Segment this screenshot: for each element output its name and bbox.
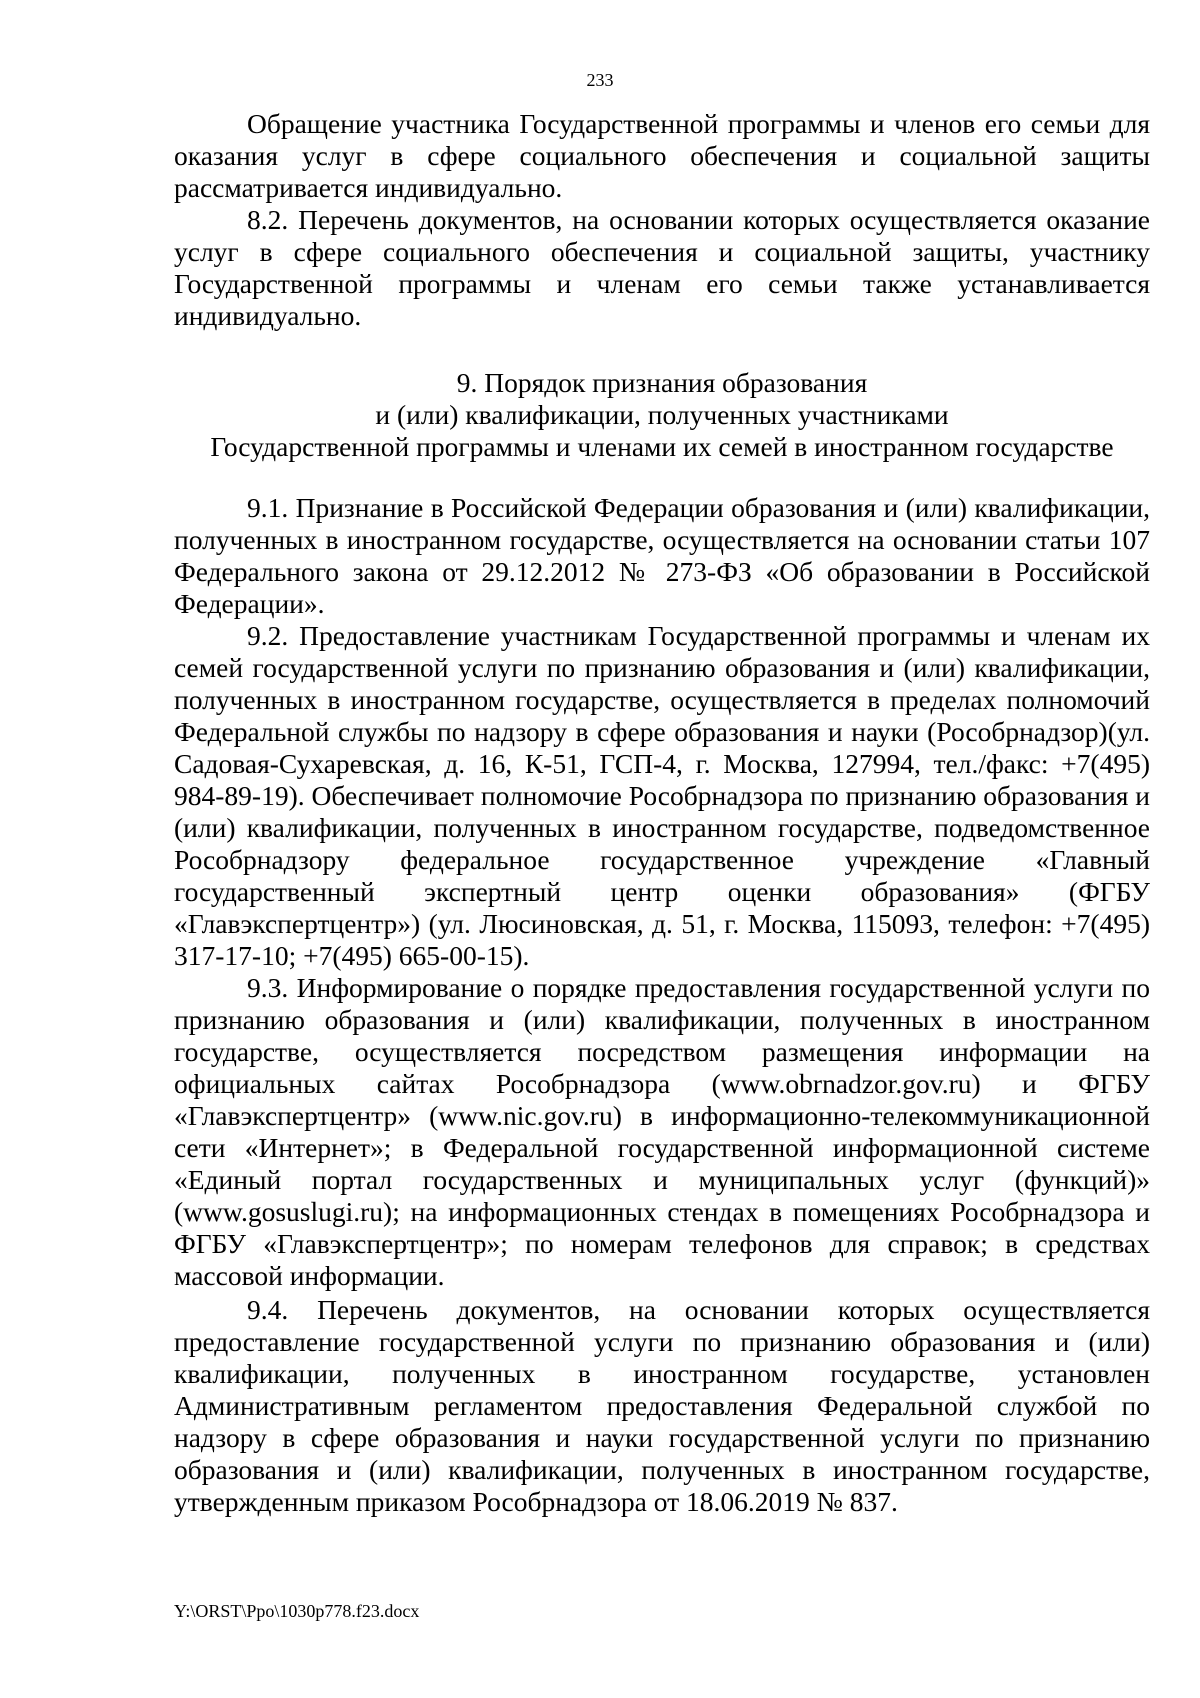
- file-path-footer: Y:\ORST\Ppo\1030p778.f23.docx: [174, 1601, 420, 1621]
- paragraph-9-3: 9.3. Информирование о порядке предоставления государственной услуги по признанию образования и (или) квалификации, полученных в иностранном государстве, осуществляется посредством размещения информации на официальных сайтах Рособрнадзора (www.obrnadzor.gov.ru) и ФГБУ «Главэкспертцентр» (www.nic.gov.ru) в информационно-телекоммуникационной сети «Интернет»; в Федеральной государственной информационной системе «Единый портал государственных и муниципальных услуг (функций)» (www.gosuslugi.ru); на информационных стендах в помещениях Рособрнадзора и ФГБУ «Главэкспертцентр»; по номерам телефонов для справок; в средствах массовой информации.: [174, 972, 1150, 1291]
- section-9-heading: [174, 367, 1150, 463]
- paragraph-8-2: 8.2. Перечень документов, на основании которых осуществляется оказание услуг в сфере социального обеспечения и социальной защиты, участнику Государственной программы и членам его семьи также устанавливается индивидуально.: [174, 204, 1150, 331]
- paragraph-9-1: 9.1. Признание в Российской Федерации образования и (или) квалификации, полученных в иностранном государстве, осуществляется на основании статьи 107 Федерального закона от 29.12.2012 № 273-ФЗ «Об образовании в Российской Федерации».: [174, 492, 1150, 619]
- section-9-heading-line-1: 9. Порядок признания образования: [456, 367, 868, 398]
- section-9-heading-line-3: Государственной программы и членами их семей в иностранном государстве: [210, 431, 1114, 462]
- paragraph-9-4: 9.4. Перечень документов, на основании которых осуществляется предоставление государственной услуги по признанию образования и (или) квалификации, полученных в иностранном государстве, установлен Административным регламентом предоставления Федеральной службой по надзору в сфере образования и науки государственной услуги по признанию образования и (или) квалификации, полученных в иностранном государстве, утвержденным приказом Рособрнадзора от 18.06.2019 № 837.: [174, 1294, 1150, 1517]
- paragraph-9-2: 9.2. Предоставление участникам Государственной программы и членам их семей государственной услуги по признанию образования и (или) квалификации, полученных в иностранном государстве, осуществляется в пределах полномочий Федеральной службы по надзору в сфере образования и науки (Рособрнадзор)(ул. Садовая-Сухаревская, д. 16, К-51, ГСП-4, г. Москва, 127994, тел./факс: +7(495) 984-89-19). Обеспечивает полномочие Рособрнадзора по признанию образования и (или) квалификации, полученных в иностранном государстве, подведомственное Рособрнадзору федеральное государственное учреждение «Главный государственный экспертный центр оценки образования» (ФГБУ «Главэкспертцентр») (ул. Люсиновская, д. 51, г. Москва, 115093, телефон: +7(495) 317-17-10; +7(495) 665-00-15).: [174, 620, 1150, 971]
- paragraph-intro: Обращение участника Государственной программы и членов его семьи для оказания услуг в сфере социального обеспечения и социальной защиты рассматривается индивидуально.: [174, 108, 1150, 203]
- section-9-heading-line-2: и (или) квалификации, полученных участниками: [375, 399, 949, 430]
- page-number: 233: [586, 70, 614, 90]
